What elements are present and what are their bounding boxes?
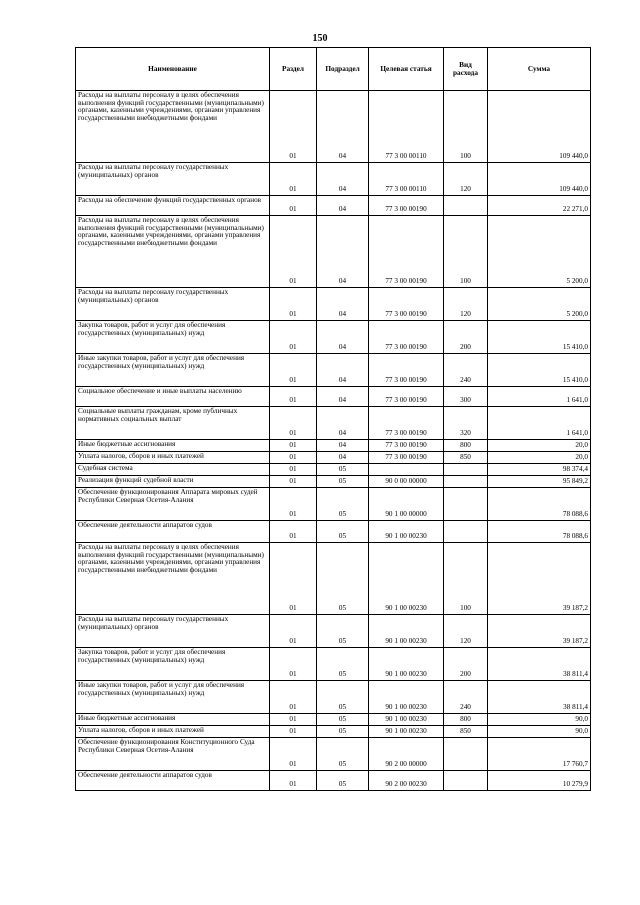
cell-name: Обеспечение функционирования Конституционного Суда Республики Северная Осетия-Алания: [76, 738, 270, 771]
cell-section: 01: [270, 738, 317, 771]
cell-type: 800: [444, 714, 488, 726]
cell-name: Расходы на выплаты персоналу государственных (муниципальных) органов: [76, 615, 270, 648]
cell-name: Уплата налогов, сборов и иных платежей: [76, 452, 270, 464]
cell-section: 01: [270, 407, 317, 440]
cell-subsection: 04: [317, 288, 369, 321]
cell-target: 90 2 00 00230: [369, 771, 444, 791]
cell-sum: 15 410,0: [488, 321, 591, 354]
cell-subsection: 05: [317, 771, 369, 791]
cell-name: Расходы на выплаты персоналу государственных (муниципальных) органов: [76, 163, 270, 196]
cell-type: [444, 738, 488, 771]
cell-section: 01: [270, 521, 317, 543]
table-row: [76, 288, 591, 321]
cell-section: 01: [270, 354, 317, 387]
cell-subsection: 05: [317, 464, 369, 476]
cell-subsection: 04: [317, 354, 369, 387]
table-row: [76, 681, 591, 714]
table-row: [76, 714, 591, 726]
cell-type: [444, 196, 488, 216]
cell-sum: 98 374,4: [488, 464, 591, 476]
cell-target: 77 3 00 00110: [369, 163, 444, 196]
cell-type: 120: [444, 163, 488, 196]
cell-type: [444, 476, 488, 488]
cell-target: 90 1 00 00000: [369, 488, 444, 521]
cell-type: 800: [444, 440, 488, 452]
cell-type: 200: [444, 321, 488, 354]
table-row: [76, 216, 591, 288]
cell-type: [444, 488, 488, 521]
table-row: [76, 321, 591, 354]
cell-section: 01: [270, 726, 317, 738]
cell-subsection: 05: [317, 521, 369, 543]
cell-type: 120: [444, 615, 488, 648]
table-row: [76, 196, 591, 216]
cell-type: 100: [444, 543, 488, 615]
cell-type: 300: [444, 387, 488, 407]
cell-target: 77 3 00 00190: [369, 407, 444, 440]
table-row: [76, 163, 591, 196]
cell-section: 01: [270, 681, 317, 714]
budget-table: [75, 47, 591, 791]
cell-subsection: 05: [317, 488, 369, 521]
cell-subsection: 04: [317, 91, 369, 163]
cell-section: 01: [270, 288, 317, 321]
cell-sum: 22 271,0: [488, 196, 591, 216]
cell-name: Закупка товаров, работ и услуг для обеспечения государственных (муниципальных) нужд: [76, 321, 270, 354]
cell-sum: 5 200,0: [488, 216, 591, 288]
cell-sum: 38 811,4: [488, 681, 591, 714]
cell-target: 77 3 00 00110: [369, 91, 444, 163]
cell-sum: 95 849,2: [488, 476, 591, 488]
cell-target: 90 1 00 00230: [369, 648, 444, 681]
cell-name: Иные бюджетные ассигнования: [76, 714, 270, 726]
cell-subsection: 05: [317, 714, 369, 726]
table-row: [76, 521, 591, 543]
cell-sum: 78 088,6: [488, 488, 591, 521]
cell-target: 90 1 00 00230: [369, 714, 444, 726]
cell-target: 90 0 00 00000: [369, 476, 444, 488]
cell-sum: 10 279,9: [488, 771, 591, 791]
cell-type: 850: [444, 452, 488, 464]
cell-section: 01: [270, 648, 317, 681]
cell-target: 90 1 00 00230: [369, 681, 444, 714]
table-row: [76, 488, 591, 521]
cell-subsection: 05: [317, 476, 369, 488]
cell-sum: 17 760,7: [488, 738, 591, 771]
cell-type: 240: [444, 354, 488, 387]
cell-target: 77 3 00 00190: [369, 387, 444, 407]
cell-subsection: 05: [317, 543, 369, 615]
cell-name: Расходы на выплаты персоналу государственных (муниципальных) органов: [76, 288, 270, 321]
cell-type: 320: [444, 407, 488, 440]
cell-sum: 5 200,0: [488, 288, 591, 321]
cell-sum: 20,0: [488, 452, 591, 464]
cell-section: 01: [270, 771, 317, 791]
cell-target: 77 3 00 00190: [369, 452, 444, 464]
cell-type: [444, 521, 488, 543]
cell-subsection: 04: [317, 196, 369, 216]
cell-subsection: 05: [317, 681, 369, 714]
cell-target: 77 3 00 00190: [369, 440, 444, 452]
cell-sum: 90,0: [488, 714, 591, 726]
cell-type: 240: [444, 681, 488, 714]
cell-subsection: 04: [317, 163, 369, 196]
cell-sum: 1 641,0: [488, 387, 591, 407]
cell-sum: 15 410,0: [488, 354, 591, 387]
header-name: Наименование: [76, 48, 270, 91]
cell-sum: 109 440,0: [488, 91, 591, 163]
cell-target: 77 3 00 00190: [369, 288, 444, 321]
table-row: [76, 738, 591, 771]
cell-target: 90 2 00 00000: [369, 738, 444, 771]
table-row: [76, 464, 591, 476]
cell-subsection: 04: [317, 407, 369, 440]
cell-name: Иные закупки товаров, работ и услуг для обеспечения государственных (муниципальных) нужд: [76, 354, 270, 387]
header-target: Целевая статья: [369, 48, 444, 91]
table-row: [76, 354, 591, 387]
cell-name: Расходы на обеспечение функций государственных органов: [76, 196, 270, 216]
header-subsection: Подраздел: [317, 48, 369, 91]
cell-name: Обеспечение деятельности аппаратов судов: [76, 771, 270, 791]
cell-type: 100: [444, 216, 488, 288]
header-sum: Сумма: [488, 48, 591, 91]
cell-sum: 78 088,6: [488, 521, 591, 543]
cell-section: 01: [270, 464, 317, 476]
cell-target: 77 3 00 00190: [369, 216, 444, 288]
cell-target: 77 3 00 00190: [369, 354, 444, 387]
header-type: Вид расхода: [444, 48, 488, 91]
cell-target: 77 3 00 00190: [369, 196, 444, 216]
cell-subsection: 04: [317, 321, 369, 354]
cell-subsection: 05: [317, 648, 369, 681]
cell-section: 01: [270, 615, 317, 648]
cell-section: 01: [270, 387, 317, 407]
cell-type: 200: [444, 648, 488, 681]
cell-name: Обеспечение функционирования Аппарата мировых судей Республики Северная Осетия-Алания: [76, 488, 270, 521]
table-row: [76, 91, 591, 163]
cell-name: Социальное обеспечение и иные выплаты населению: [76, 387, 270, 407]
cell-sum: 39 187,2: [488, 615, 591, 648]
cell-section: 01: [270, 91, 317, 163]
cell-sum: 1 641,0: [488, 407, 591, 440]
cell-target: 90 1 00 00230: [369, 726, 444, 738]
cell-sum: 38 811,4: [488, 648, 591, 681]
cell-type: [444, 464, 488, 476]
cell-name: Расходы на выплаты персоналу в целях обеспечения выполнения функций государственными (муниципальными) органами, казенными учреждениями, органами управления государственными внебюджетными фондами: [76, 216, 270, 288]
table-row: [76, 407, 591, 440]
cell-subsection: 04: [317, 387, 369, 407]
cell-subsection: 05: [317, 615, 369, 648]
cell-name: Судебная система: [76, 464, 270, 476]
table-row: [76, 476, 591, 488]
table-row: [76, 440, 591, 452]
cell-section: 01: [270, 196, 317, 216]
cell-name: Реализация функций судебной власти: [76, 476, 270, 488]
table-row: [76, 543, 591, 615]
table-row: [76, 387, 591, 407]
cell-name: Социальные выплаты гражданам, кроме публичных нормативных социальных выплат: [76, 407, 270, 440]
cell-name: Расходы на выплаты персоналу в целях обеспечения выполнения функций государственными (муниципальными) органами, казенными учреждениями, органами управления государственными внебюджетными фондами: [76, 91, 270, 163]
cell-target: 90 1 00 00230: [369, 543, 444, 615]
page-number: 150: [312, 33, 328, 44]
cell-subsection: 05: [317, 738, 369, 771]
cell-section: 01: [270, 216, 317, 288]
cell-section: 01: [270, 452, 317, 464]
cell-name: Иные закупки товаров, работ и услуг для обеспечения государственных (муниципальных) нужд: [76, 681, 270, 714]
cell-section: 01: [270, 321, 317, 354]
cell-sum: 39 187,2: [488, 543, 591, 615]
cell-name: Уплата налогов, сборов и иных платежей: [76, 726, 270, 738]
cell-section: 01: [270, 440, 317, 452]
cell-type: 850: [444, 726, 488, 738]
cell-subsection: 04: [317, 216, 369, 288]
cell-name: Обеспечение деятельности аппаратов судов: [76, 521, 270, 543]
table-row: [76, 726, 591, 738]
cell-subsection: 04: [317, 440, 369, 452]
cell-subsection: 04: [317, 452, 369, 464]
table-row: [76, 648, 591, 681]
cell-section: 01: [270, 163, 317, 196]
cell-sum: 109 440,0: [488, 163, 591, 196]
header-section: Раздел: [270, 48, 317, 91]
table-row: [76, 615, 591, 648]
cell-target: 77 3 00 00190: [369, 321, 444, 354]
cell-name: Закупка товаров, работ и услуг для обеспечения государственных (муниципальных) нужд: [76, 648, 270, 681]
cell-name: Расходы на выплаты персоналу в целях обеспечения выполнения функций государственными (муниципальными) органами, казенными учреждениями, органами управления государственными внебюджетными фондами: [76, 543, 270, 615]
cell-name: Иные бюджетные ассигнования: [76, 440, 270, 452]
cell-section: 01: [270, 476, 317, 488]
cell-section: 01: [270, 488, 317, 521]
cell-type: [444, 771, 488, 791]
table-row: [76, 771, 591, 791]
cell-subsection: 05: [317, 726, 369, 738]
cell-type: 120: [444, 288, 488, 321]
cell-target: [369, 464, 444, 476]
cell-section: 01: [270, 714, 317, 726]
cell-type: 100: [444, 91, 488, 163]
table-row: [76, 452, 591, 464]
cell-section: 01: [270, 543, 317, 615]
table-header-row: [76, 48, 591, 91]
cell-sum: 90,0: [488, 726, 591, 738]
cell-sum: 20,0: [488, 440, 591, 452]
cell-target: 90 1 00 00230: [369, 521, 444, 543]
cell-target: 90 1 00 00230: [369, 615, 444, 648]
